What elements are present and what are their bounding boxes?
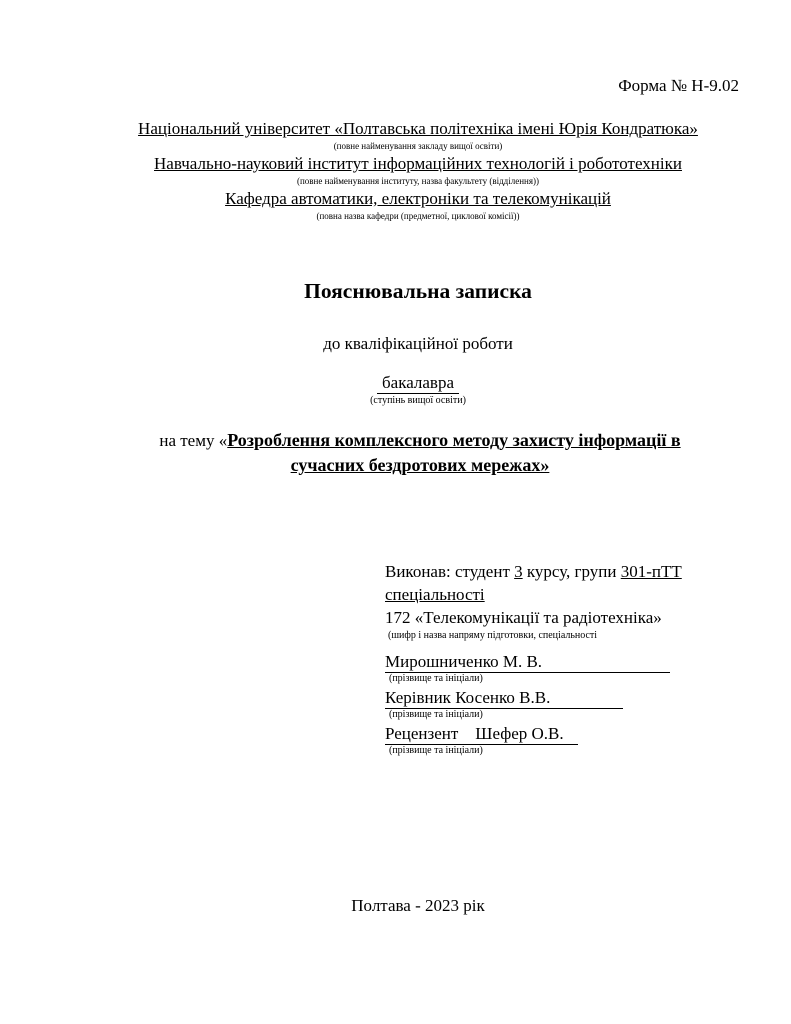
specialty-word-line xyxy=(385,583,745,606)
institute-caption: (повне найменування інституту, назва факультету (відділення)) xyxy=(296,176,539,186)
signature-caption: (прізвище та ініціали) xyxy=(389,709,483,720)
topic-block xyxy=(100,428,740,478)
city-year: Полтава - 2023 рік xyxy=(351,896,485,915)
executor-line xyxy=(385,560,745,583)
specialty-caption: (шифр і назва напряму підготовки, спеціальності xyxy=(388,630,598,641)
signature-row xyxy=(385,724,745,745)
signature-name-reviewer: Рецензент Шефер О.В. xyxy=(385,724,578,745)
executor-mid: курсу, групи xyxy=(522,562,621,581)
institute-name: Навчально-науковий інститут інформаційних технологій і робототехніки xyxy=(154,154,682,173)
signature-row xyxy=(385,688,745,709)
topic-text-line2: сучасних бездротових мережах» xyxy=(290,455,550,475)
form-number: Форма № Н-9.02 xyxy=(618,76,739,95)
executor-prefix: Виконав: студент xyxy=(385,562,515,581)
specialty-word: спеціальності xyxy=(385,585,485,604)
degree-caption: (ступінь вищої освіти) xyxy=(370,395,466,406)
topic-text-line1: Розроблення комплексного методу захисту інформації в xyxy=(227,430,681,450)
department-name: Кафедра автоматики, електроніки та телекомунікацій xyxy=(225,189,611,208)
university-name: Національний університет «Полтавська політехніка імені Юрія Кондратюка» xyxy=(138,119,698,138)
executor-group: 301-пТТ xyxy=(620,562,682,581)
executor-course: 3 xyxy=(514,562,523,581)
university-caption: (повне найменування закладу вищої освіти) xyxy=(333,141,503,151)
signature-row xyxy=(385,652,745,673)
executor-block xyxy=(385,560,745,760)
institution-header xyxy=(100,118,736,223)
degree-name: бакалавра xyxy=(377,373,459,394)
document-title: Пояснювальна записка xyxy=(304,279,532,303)
signature-name-student: Мирошниченко М. В. xyxy=(385,652,670,673)
department-caption: (повна назва кафедри (предметної, циклової комісії)) xyxy=(316,211,520,221)
degree-row xyxy=(100,373,736,394)
document-subtitle: до кваліфікаційної роботи xyxy=(323,334,513,353)
signature-caption: (прізвище та ініціали) xyxy=(389,745,483,756)
signature-caption: (прізвище та ініціали) xyxy=(389,673,483,684)
signatures-block xyxy=(385,652,745,757)
specialty-code-line: 172 «Телекомунікації та радіотехніка» xyxy=(385,608,662,627)
signature-name-supervisor: Керівник Косенко В.В. xyxy=(385,688,623,709)
topic-prefix: на тему « xyxy=(159,431,228,450)
